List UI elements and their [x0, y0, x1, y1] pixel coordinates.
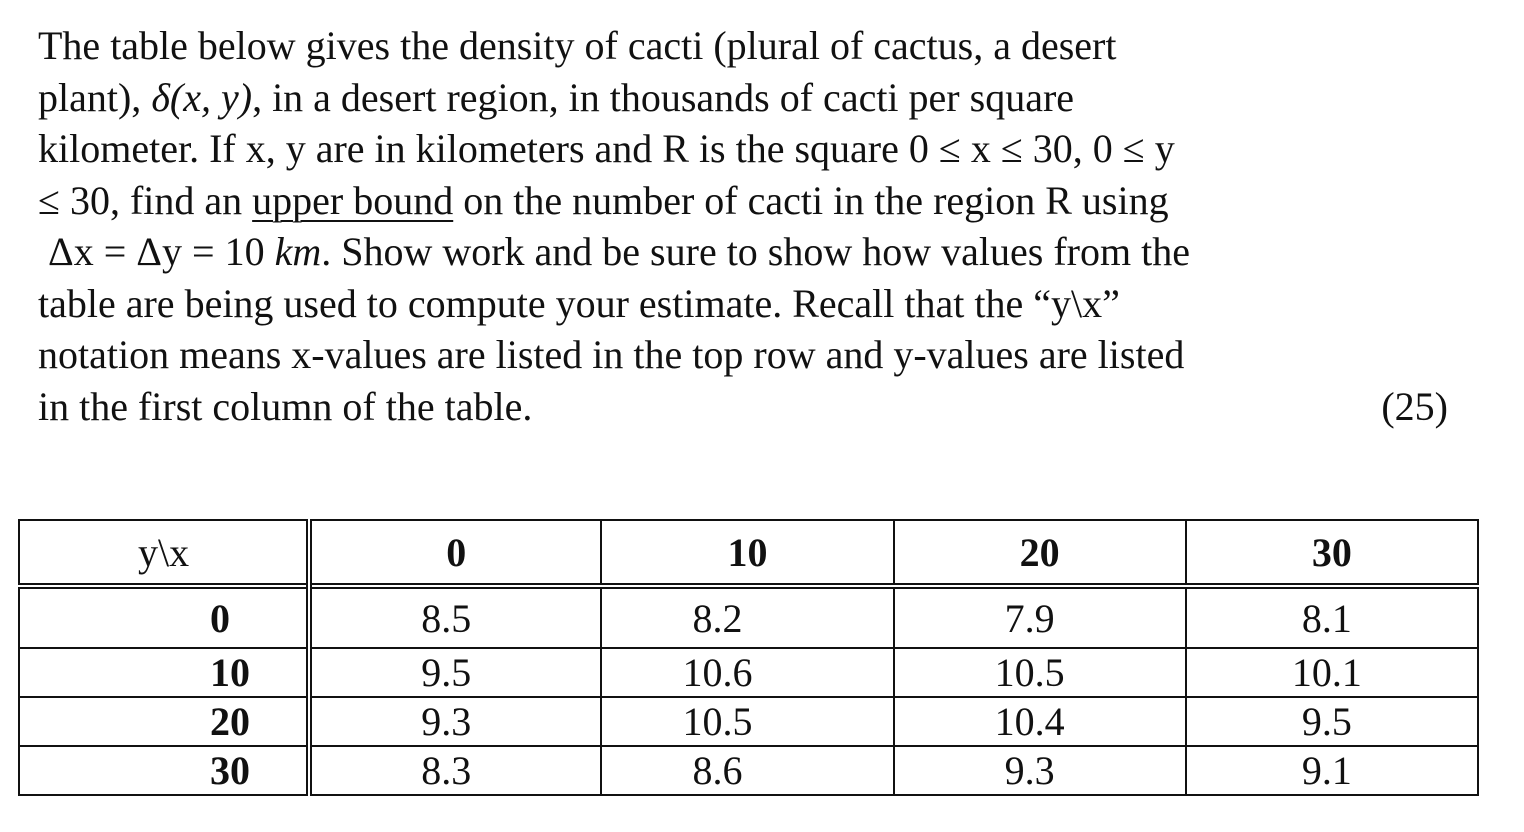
x-header: 10	[601, 520, 893, 586]
density-cell: 8.6	[601, 746, 893, 795]
upper-bound-emphasis: upper bound	[252, 177, 454, 223]
problem-line-4	[38, 175, 1448, 227]
problem-line-8-text: in the first column of the table.	[38, 383, 533, 429]
problem-line-4-start: ≤ 30, find an	[38, 177, 253, 223]
density-cell: 10.5	[894, 648, 1186, 697]
density-cell: 8.3	[309, 746, 601, 795]
problem-line-1: The table below gives the density of cacti (plural of cactus, a desert	[38, 23, 1117, 68]
density-cell: 9.5	[309, 648, 601, 697]
density-cell: 10.6	[601, 648, 893, 697]
y-label: 20	[19, 697, 309, 746]
problem-line-2-end: , in a desert region, in thousands of cacti per square	[252, 74, 1075, 120]
table-header-row	[19, 520, 1478, 586]
problem-line-7: notation means x-values are listed in the top row and y-values are listed	[38, 332, 1185, 377]
problem-line-4-end: on the number of cacti in the region R using	[453, 177, 1169, 223]
problem-line-2-start: plant),	[38, 74, 152, 120]
density-cell: 8.5	[309, 586, 601, 648]
table-row	[19, 648, 1478, 697]
problem-line-6: table are being used to compute your estimate. Recall that the “y\x”	[38, 280, 1120, 326]
x-header: 30	[1186, 520, 1478, 586]
points-value: (25)	[1381, 383, 1448, 429]
x-header: 0	[309, 520, 601, 586]
delta-unit: km	[274, 229, 322, 274]
delta-equation: Δx = Δy = 10	[48, 229, 275, 274]
density-table	[18, 519, 1479, 796]
problem-line-3: kilometer. If x, y are in kilometers and R is the square 0 ≤ x ≤ 30, 0 ≤ y	[38, 126, 1175, 171]
problem-line-5-end: . Show work and be sure to show how values from the	[321, 229, 1190, 274]
table-row	[19, 586, 1478, 648]
y-label: 30	[19, 746, 309, 795]
density-cell: 10.5	[601, 697, 893, 746]
density-cell: 8.1	[1186, 586, 1478, 648]
y-label: 0	[19, 586, 309, 648]
density-cell: 9.5	[1186, 697, 1478, 746]
density-cell: 7.9	[894, 586, 1186, 648]
y-label: 10	[19, 648, 309, 697]
problem-line-8	[38, 381, 1448, 433]
problem-statement	[38, 20, 1448, 432]
density-cell: 10.1	[1186, 648, 1478, 697]
density-function: δ(x, y)	[151, 74, 253, 120]
corner-label: y\x	[19, 520, 309, 586]
x-header: 20	[894, 520, 1186, 586]
table-row	[19, 746, 1478, 795]
density-cell: 10.4	[894, 697, 1186, 746]
table-row	[19, 697, 1478, 746]
density-cell: 9.3	[309, 697, 601, 746]
density-cell: 9.3	[894, 746, 1186, 795]
problem-line-2	[38, 72, 1448, 124]
density-cell: 9.1	[1186, 746, 1478, 795]
problem-line-5	[38, 226, 1448, 278]
density-cell: 8.2	[601, 586, 893, 648]
